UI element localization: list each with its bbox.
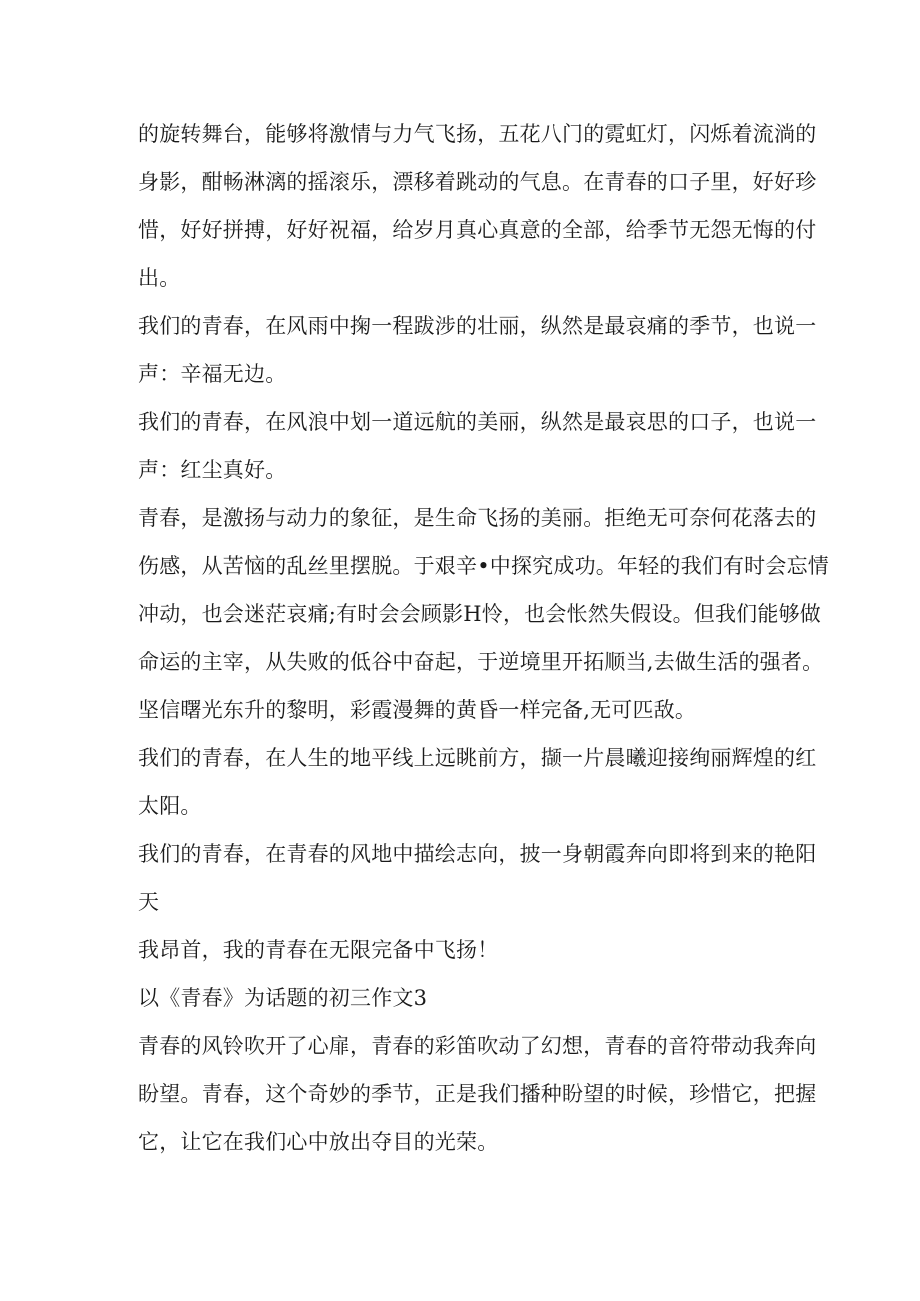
text-line: 我们的青春，在人生的地平线上远眺前方，撷一片晨曦迎接绚丽辉煌的红 — [138, 746, 817, 770]
text-line: 坚信曙光东升的黎明，彩霞漫舞的黄昏一样完备,无可匹敌。 — [138, 698, 697, 722]
text-line: 声：辛福无边。 — [138, 362, 287, 386]
text-line: 我们的青春，在风雨中掬一程跋涉的壮丽，纵然是最哀痛的季节，也说一 — [138, 314, 817, 338]
text-line: 我们的青春，在风浪中划一道远航的美丽，纵然是最哀思的口子，也说一 — [138, 410, 817, 434]
text-line: 青春的风铃吹开了心扉，青春的彩笛吹动了幻想，青春的音符带动我奔向 — [138, 1034, 817, 1058]
text-line: 我昂首，我的青春在无限完备中飞扬！ — [138, 938, 499, 962]
text-line: 盼望。青春，这个奇妙的季节，正是我们播种盼望的时候，珍惜它，把握 — [138, 1082, 817, 1106]
text-line: 声：红尘真好。 — [138, 458, 287, 482]
text-line: 我们的青春，在青春的风地中描绘志向，披一身朝霞奔向即将到来的艳阳 — [138, 842, 817, 866]
text-line: 惜，好好拼搏，好好祝福，给岁月真心真意的全部，给季节无怨无悔的付 — [138, 218, 817, 242]
text-line: 天 — [138, 890, 160, 914]
document-body — [138, 110, 829, 1166]
text-line: 冲动，也会迷茫哀痛;有时会会顾影H怜，也会怅然失假设。但我们能够做 — [138, 602, 821, 626]
text-line: 伤感，从苦恼的乱丝里摆脱。于艰辛•中探究成功。年轻的我们有时会忘情 — [138, 554, 829, 578]
text-line: 命运的主宰，从失败的低谷中奋起，于逆境里开拓顺当,去做生活的强者。 — [138, 650, 824, 674]
text-line: 青春，是激扬与动力的象征，是生命飞扬的美丽。拒绝无可奈何花落去的 — [138, 506, 817, 530]
section-heading: 以《青春》为话题的初三作文3 — [138, 986, 428, 1010]
text-line: 身影，酣畅淋漓的摇滚乐，漂移着跳动的气息。在青春的口子里，好好珍 — [138, 170, 817, 194]
text-line: 的旋转舞台，能够将激情与力气飞扬，五花八门的霓虹灯，闪烁着流淌的 — [138, 122, 817, 146]
text-line: 太阳。 — [138, 794, 202, 818]
text-line: 出。 — [138, 266, 181, 290]
text-line: 它，让它在我们心中放出夺目的光荣。 — [138, 1130, 499, 1154]
